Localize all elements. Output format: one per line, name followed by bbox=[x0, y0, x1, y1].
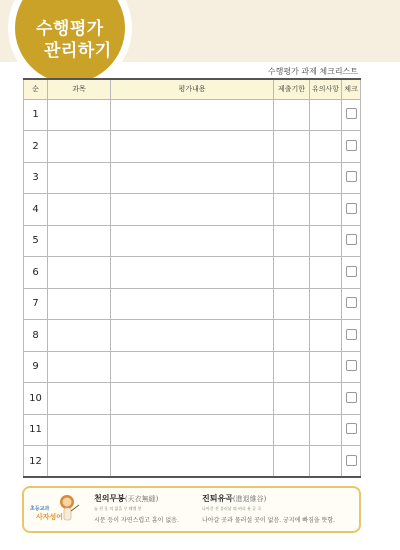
checkbox[interactable] bbox=[346, 329, 357, 340]
content-cell[interactable] bbox=[111, 320, 274, 352]
deadline-cell[interactable] bbox=[274, 194, 310, 226]
check-cell bbox=[342, 99, 361, 131]
table-row bbox=[24, 446, 361, 478]
table-row bbox=[24, 257, 361, 289]
row-number: 1 bbox=[24, 99, 48, 131]
checkbox[interactable] bbox=[346, 297, 357, 308]
row-number: 9 bbox=[24, 351, 48, 383]
deadline-cell[interactable] bbox=[274, 414, 310, 446]
deadline-cell[interactable] bbox=[274, 351, 310, 383]
table-row bbox=[24, 131, 361, 163]
idiom-hanja: (進退維谷) bbox=[232, 495, 267, 503]
check-cell bbox=[342, 288, 361, 320]
row-number: 7 bbox=[24, 288, 48, 320]
deadline-cell[interactable] bbox=[274, 99, 310, 131]
table-row bbox=[24, 225, 361, 257]
notes-cell[interactable] bbox=[310, 99, 342, 131]
check-cell bbox=[342, 194, 361, 226]
notes-cell[interactable] bbox=[310, 131, 342, 163]
table-row bbox=[24, 414, 361, 446]
subject-cell[interactable] bbox=[48, 414, 111, 446]
check-cell bbox=[342, 257, 361, 289]
row-number: 5 bbox=[24, 225, 48, 257]
notes-cell[interactable] bbox=[310, 383, 342, 415]
column-header-content: 평가내용 bbox=[111, 79, 274, 99]
check-cell bbox=[342, 162, 361, 194]
content-cell[interactable] bbox=[111, 383, 274, 415]
checklist-title: 수행평가 과제 체크리스트 bbox=[267, 67, 358, 76]
subject-cell[interactable] bbox=[48, 383, 111, 415]
row-number: 10 bbox=[24, 383, 48, 415]
deadline-cell[interactable] bbox=[274, 446, 310, 478]
subject-cell[interactable] bbox=[48, 131, 111, 163]
content-cell[interactable] bbox=[111, 225, 274, 257]
column-header-deadline: 제출기한 bbox=[274, 79, 310, 99]
checkbox[interactable] bbox=[346, 171, 357, 182]
subject-cell[interactable] bbox=[48, 320, 111, 352]
content-cell[interactable] bbox=[111, 257, 274, 289]
checkbox[interactable] bbox=[346, 455, 357, 466]
subject-cell[interactable] bbox=[48, 351, 111, 383]
table-row bbox=[24, 162, 361, 194]
subject-cell[interactable] bbox=[48, 288, 111, 320]
table-row bbox=[24, 351, 361, 383]
idiom-title bbox=[94, 493, 179, 504]
idiom-reading: 나아갈 진 물러날 퇴 벼리 유 골 곡 bbox=[202, 506, 262, 511]
deadline-cell[interactable] bbox=[274, 225, 310, 257]
idiom-meaning: 시문 등이 자연스럽고 흠이 없음. bbox=[94, 517, 179, 524]
content-cell[interactable] bbox=[111, 288, 274, 320]
content-cell[interactable] bbox=[111, 162, 274, 194]
table-header-row bbox=[24, 79, 361, 99]
idiom-entry bbox=[94, 493, 179, 524]
content-cell[interactable] bbox=[111, 446, 274, 478]
idiom-korean: 진퇴유곡 bbox=[202, 494, 233, 503]
notes-cell[interactable] bbox=[310, 320, 342, 352]
check-cell bbox=[342, 446, 361, 478]
column-header-subject: 과목 bbox=[48, 79, 111, 99]
checkbox[interactable] bbox=[346, 392, 357, 403]
table-row bbox=[24, 99, 361, 131]
subject-cell[interactable] bbox=[48, 99, 111, 131]
check-cell bbox=[342, 383, 361, 415]
deadline-cell[interactable] bbox=[274, 383, 310, 415]
deadline-cell[interactable] bbox=[274, 320, 310, 352]
check-cell bbox=[342, 225, 361, 257]
notes-cell[interactable] bbox=[310, 257, 342, 289]
subject-cell[interactable] bbox=[48, 162, 111, 194]
column-header-order: 순 bbox=[24, 79, 48, 99]
row-number: 12 bbox=[24, 446, 48, 478]
content-cell[interactable] bbox=[111, 414, 274, 446]
notes-cell[interactable] bbox=[310, 351, 342, 383]
row-number: 8 bbox=[24, 320, 48, 352]
notes-cell[interactable] bbox=[310, 414, 342, 446]
notes-cell[interactable] bbox=[310, 225, 342, 257]
idiom-panel bbox=[22, 486, 361, 533]
row-number: 3 bbox=[24, 162, 48, 194]
deadline-cell[interactable] bbox=[274, 288, 310, 320]
notes-cell[interactable] bbox=[310, 162, 342, 194]
checkbox[interactable] bbox=[346, 108, 357, 119]
notes-cell[interactable] bbox=[310, 288, 342, 320]
assignment-checklist-table bbox=[23, 78, 361, 478]
row-number: 11 bbox=[24, 414, 48, 446]
check-cell bbox=[342, 320, 361, 352]
checkbox[interactable] bbox=[346, 234, 357, 245]
badge-title-line1: 수행평가 bbox=[36, 19, 104, 39]
deadline-cell[interactable] bbox=[274, 131, 310, 163]
checkbox[interactable] bbox=[346, 360, 357, 371]
badge-title-line2: 관리하기 bbox=[44, 41, 112, 61]
idiom-entry bbox=[202, 493, 335, 524]
row-number: 6 bbox=[24, 257, 48, 289]
idiom-korean: 천의무봉 bbox=[94, 494, 125, 503]
checkbox[interactable] bbox=[346, 423, 357, 434]
subject-cell[interactable] bbox=[48, 225, 111, 257]
subject-cell[interactable] bbox=[48, 257, 111, 289]
checkbox[interactable] bbox=[346, 140, 357, 151]
idiom-reading: 늘 천 옷 의 없을 무 꿰맬 봉 bbox=[94, 506, 142, 511]
table-row bbox=[24, 194, 361, 226]
subject-cell[interactable] bbox=[48, 446, 111, 478]
mascot-caption-top: 초등교과 bbox=[30, 506, 50, 512]
content-cell[interactable] bbox=[111, 131, 274, 163]
table-row bbox=[24, 288, 361, 320]
table-row bbox=[24, 383, 361, 415]
checkbox[interactable] bbox=[346, 203, 357, 214]
deadline-cell[interactable] bbox=[274, 257, 310, 289]
check-cell bbox=[342, 131, 361, 163]
idiom-title bbox=[202, 493, 335, 504]
idiom-hanja: (天衣無縫) bbox=[124, 495, 159, 503]
notes-cell[interactable] bbox=[310, 194, 342, 226]
idiom-meaning: 나아갈 곳과 물러설 곳이 없음. 궁지에 빠짐을 뜻함. bbox=[202, 517, 336, 524]
check-cell bbox=[342, 414, 361, 446]
row-number: 2 bbox=[24, 131, 48, 163]
deadline-cell[interactable] bbox=[274, 162, 310, 194]
notes-cell[interactable] bbox=[310, 446, 342, 478]
column-header-notes: 유의사항 bbox=[310, 79, 342, 99]
check-cell bbox=[342, 351, 361, 383]
mascot-caption-bottom: 사자성어 bbox=[36, 513, 64, 521]
checkbox[interactable] bbox=[346, 266, 357, 277]
table-row bbox=[24, 320, 361, 352]
row-number: 4 bbox=[24, 194, 48, 226]
content-cell[interactable] bbox=[111, 99, 274, 131]
content-cell[interactable] bbox=[111, 351, 274, 383]
column-header-check: 체크 bbox=[342, 79, 361, 99]
content-cell[interactable] bbox=[111, 194, 274, 226]
subject-cell[interactable] bbox=[48, 194, 111, 226]
